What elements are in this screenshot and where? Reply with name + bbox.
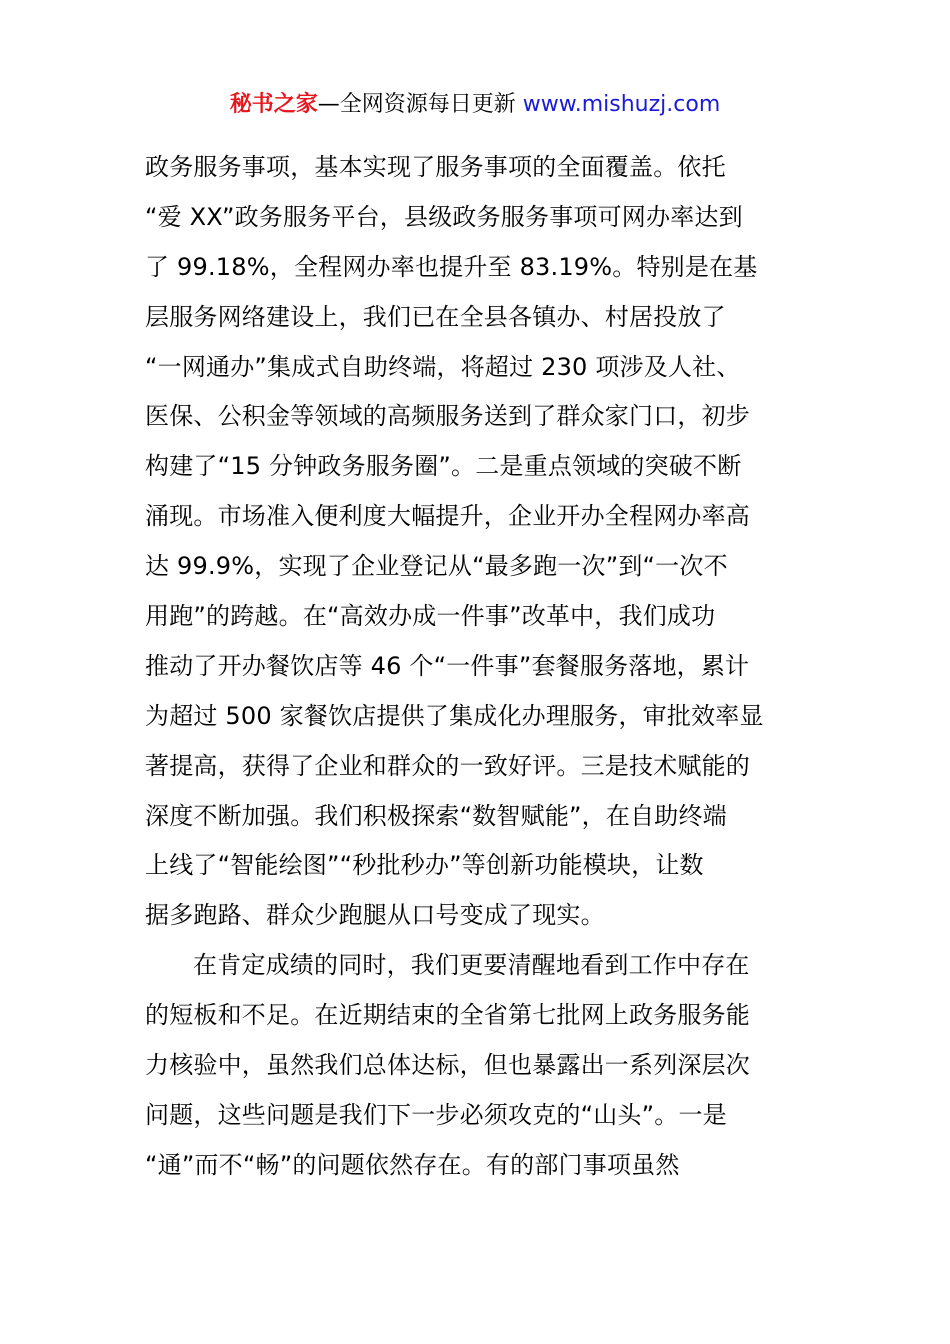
text-line: 构建了“15 分钟政务服务圈”。二是重点领域的突破不断 [145,452,742,481]
text-line: 力核验中，虽然我们总体达标，但也暴露出一系列深层次 [145,1051,750,1080]
paragraph-start-line: 在肯定成绩的同时，我们更要清醒地看到工作中存在 [193,951,750,980]
text-line: “一网通办”集成式自助终端，将超过 230 项涉及人社、 [145,352,741,381]
text-line: 问题，这些问题是我们下一步必须攻克的“山头”。一是 [145,1100,727,1129]
text-line: 涌现。市场准入便利度大幅提升，企业开办全程网办率高 [145,502,750,531]
text-line: 医保、公积金等领域的高频服务送到了群众家门口，初步 [145,402,750,431]
text-line: “通”而不“畅”的问题依然存在。有的部门事项虽然 [145,1150,680,1179]
text-line: 推动了开办餐饮店等 46 个“一件事”套餐服务落地，累计 [145,651,750,680]
text-line: 为超过 500 家餐饮店提供了集成化办理服务，审批效率显 [145,701,764,730]
text-line: 据多跑路、群众少跑腿从口号变成了现实。 [145,901,605,930]
text-line: 深度不断加强。我们积极探索“数智赋能”，在自助终端 [145,801,727,830]
text-line: 了 99.18%，全程网办率也提升至 83.19%。特别是在基 [145,252,758,281]
text-line: 著提高，获得了企业和群众的一致好评。三是技术赋能的 [145,751,750,780]
header-tagline: —全网资源每日更新 [317,92,523,117]
page-header [0,88,950,122]
text-line: 层服务网络建设上，我们已在全县各镇办、村居投放了 [145,302,726,331]
text-line: 政务服务事项，基本实现了服务事项的全面覆盖。依托 [145,153,726,181]
brand-name: 秘书之家 [229,92,318,117]
document-body [145,143,807,1191]
site-url-link[interactable]: www.mishuzj.com [522,92,721,117]
text-line: 上线了“智能绘图”“秒批秒办”等创新功能模块，让数 [145,851,704,880]
text-line: 用跑”的跨越。在“高效办成一件事”改革中，我们成功 [145,602,716,631]
text-line: “爱 XX”政务服务平台，县级政务服务事项可网办率达到 [145,202,743,231]
text-line: 的短板和不足。在近期结束的全省第七批网上政务服务能 [145,1001,750,1030]
text-line: 达 99.9%，实现了企业登记从“最多跑一次”到“一次不 [145,552,728,581]
